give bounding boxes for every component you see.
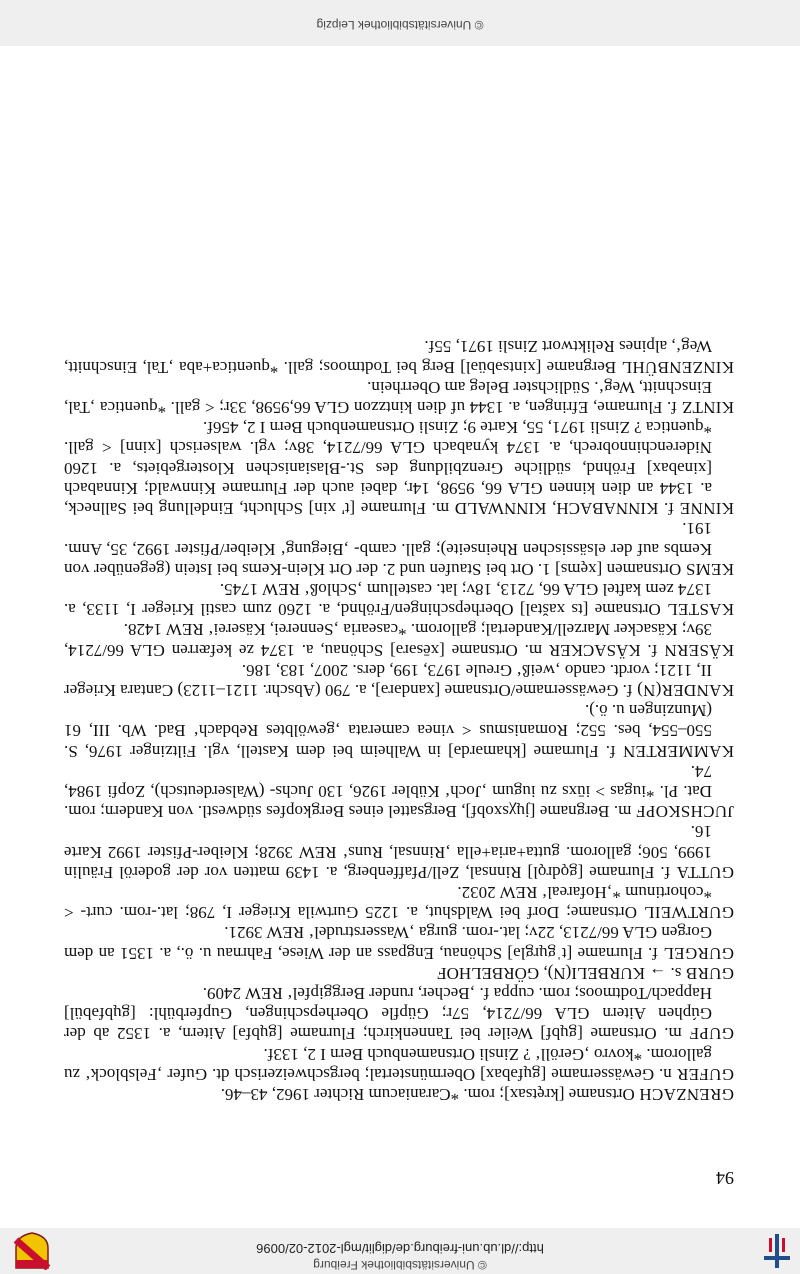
footer-copyright-text: © Universitätsbibliothek Leipzig xyxy=(316,18,484,32)
list-item: GUTTA f. Flurname [gǫdrǫl] Rinnsal, Zell/Pfaffenberg, a. 1439 matten vor der goderöl Fräulin 1999, 506; gallorom. gutta+aria+ella ‚Rinnsal, Runs‘ REW 3928; Kleiber-Pfister 1992 Karte 16. xyxy=(64,822,734,882)
copyright-text: © Universitätsbibliothek Freiburg xyxy=(313,1258,487,1272)
list-item: KEMS Ortsnamen [xęms] 1. Ort bei Staufen und 2. der Ort Klein-Kems bei Istein (gegenüber von Kembs auf der elsässischen Rheinseite); gall. camb- ‚Biegung‘ Kleiber/Pfister 1992, 35, Anm. 191. xyxy=(64,519,734,579)
dictionary-entries xyxy=(64,336,734,1104)
list-item: KAMMERTEN f. Flurname [khamərdə] in Walheim bei dem Kastell, vgl. Filtzinger 1976, S. 550–554, bes. 552; Romanismus < vinea camerata ‚gewölbtes Rebdach‘ Bad. Wb. III, 61 (Munzingen u. ö.). xyxy=(64,701,734,761)
society-crest-icon xyxy=(12,1232,52,1270)
list-item: KINTZ f. Flurname, Efringen, a. 1344 uf dien kintzzon GLA 66,9598, 33r; < gall. *quentica ‚Tal, Einschnitt, Weg‘. Südlichster Beleg am Oberrhein. xyxy=(64,377,734,418)
list-item: KÄSERN f. KÄSACKER m. Ortsname [xēsərə] Schönau, a. 1374 ze kefærren GLA 66/7214, 39v; Käsacker Marzell/Kandertal; gallorom. *casearia ‚Sennerei, Käserei‘ REW 1428. xyxy=(64,620,734,660)
list-item: JUCHSKOPF m. Bergname [jųχsxobf], Bergsattel eines Bergkopfes südwestl. von Kandern; rom. Dat. Pl. *iugas > iūxs zu iugum ‚Joch‘ Kübler 1926, 130 Juchs- (Walserdeutsch), Zopfi 1984, 74. xyxy=(64,761,734,822)
list-item: GUPF m. Ortsname [gųbf] Weiler bei Tannenkirch; Flurname [gųbfə] Aitern, a. 1352 ab der Gúphen Aitern GLA 66/7214, 57r; Güpfle Oberhepschingen, Gupferbühl: [gųbfəbül] Happach/Todtmoos; rom. cuppa f. ‚Becher, runder Berggipfel‘ REW 2409. xyxy=(64,983,734,1044)
list-item: GURTWEIL Ortsname; Dorf bei Waldshut, a. 1225 Gurtwila Krieger I, 798; lat.-rom. curt- < *cohortinum *‚Hofareal‘ REW 2032. xyxy=(64,882,734,923)
list-item: GUFER n. Gewässername [gųfəbax] Obermünstertal; bergschweizerisch dt. Gufer ‚Felsblock‘ zu gallorom. *kovro ‚Geröll‘ ? Zinsli Ortsnamenbuch Bern I 2, 133f. xyxy=(64,1044,734,1084)
list-item: KASTEL Ortsname [ts xaštəl] Oberhepschingen/Fröhnd, a. 1260 zum castil Krieger I, 1133, a. 1374 zem kaftel GLA 66, 7213, 18v; lat. castellum ‚Schloß‘ REW 1745. xyxy=(64,579,734,620)
list-item: KINZENBÜHL Bergname [xintsəbüəl] Berg bei Todtmoos; gall. *quentica+aba ‚Tal, Einschnitt, Weg‘, alpines Reliktwort Zinsli 1971, 55f. xyxy=(64,337,734,377)
document-url-link[interactable]: http://dl.ub.uni-freiburg.de/diglit/mgl-2012-02/0096 xyxy=(256,1241,544,1256)
top-banner xyxy=(0,1228,800,1274)
list-item: GURB s. → KURBELI(N), GÖRBELHOF xyxy=(437,963,734,983)
list-item: KINNE f. KINNABACH, KINNWALD m. Flurname [t' xin] Schlucht, Eindellung bei Sallneck, a. 1344 an dien kinnen GLA 66, 9598, 14r, dabei auch der Flurname Kinnwald; Kinnabach [xinəbax] Fröhnd, südliche Grenzbildung des St.-Blasianischen Klostergebiets, a. 1260 Niderenchinnobrech, a. 1374 kynabach GLA 66/7214, 38v; vgl. walserisch [xinn] < gall. *quentica ? Zinsli 1971, 55, Karte 9; Zinsli Ortsnamenbuch Bern I 2, 456f. xyxy=(64,418,734,519)
page-number: 94 xyxy=(716,1168,734,1188)
bottom-banner xyxy=(0,0,800,46)
list-item: GRENZACH Ortsname [krętsax]; rom. *Caraniacum Richter 1962, 43–46. xyxy=(220,1085,734,1104)
list-item: KANDER(N) f. Gewässername/Ortsname [xandərə], a. 790 (Abschr. 1121–1123) Cantara Krieger II, 1121; vordt. cando ‚weiß‘ Greule 1973, 199, ders. 2007, 183, 186. xyxy=(64,660,734,700)
list-item: GURGEL f. Flurname [tˈgųrglə] Schönau, Engpass an der Wiese, Fahrnau u. ö., a. 1351 an dem Gorgen GLA 66/7213, 22v; lat.-rom. gurga ‚Wasserstrudel‘ REW 3921. xyxy=(64,923,734,963)
